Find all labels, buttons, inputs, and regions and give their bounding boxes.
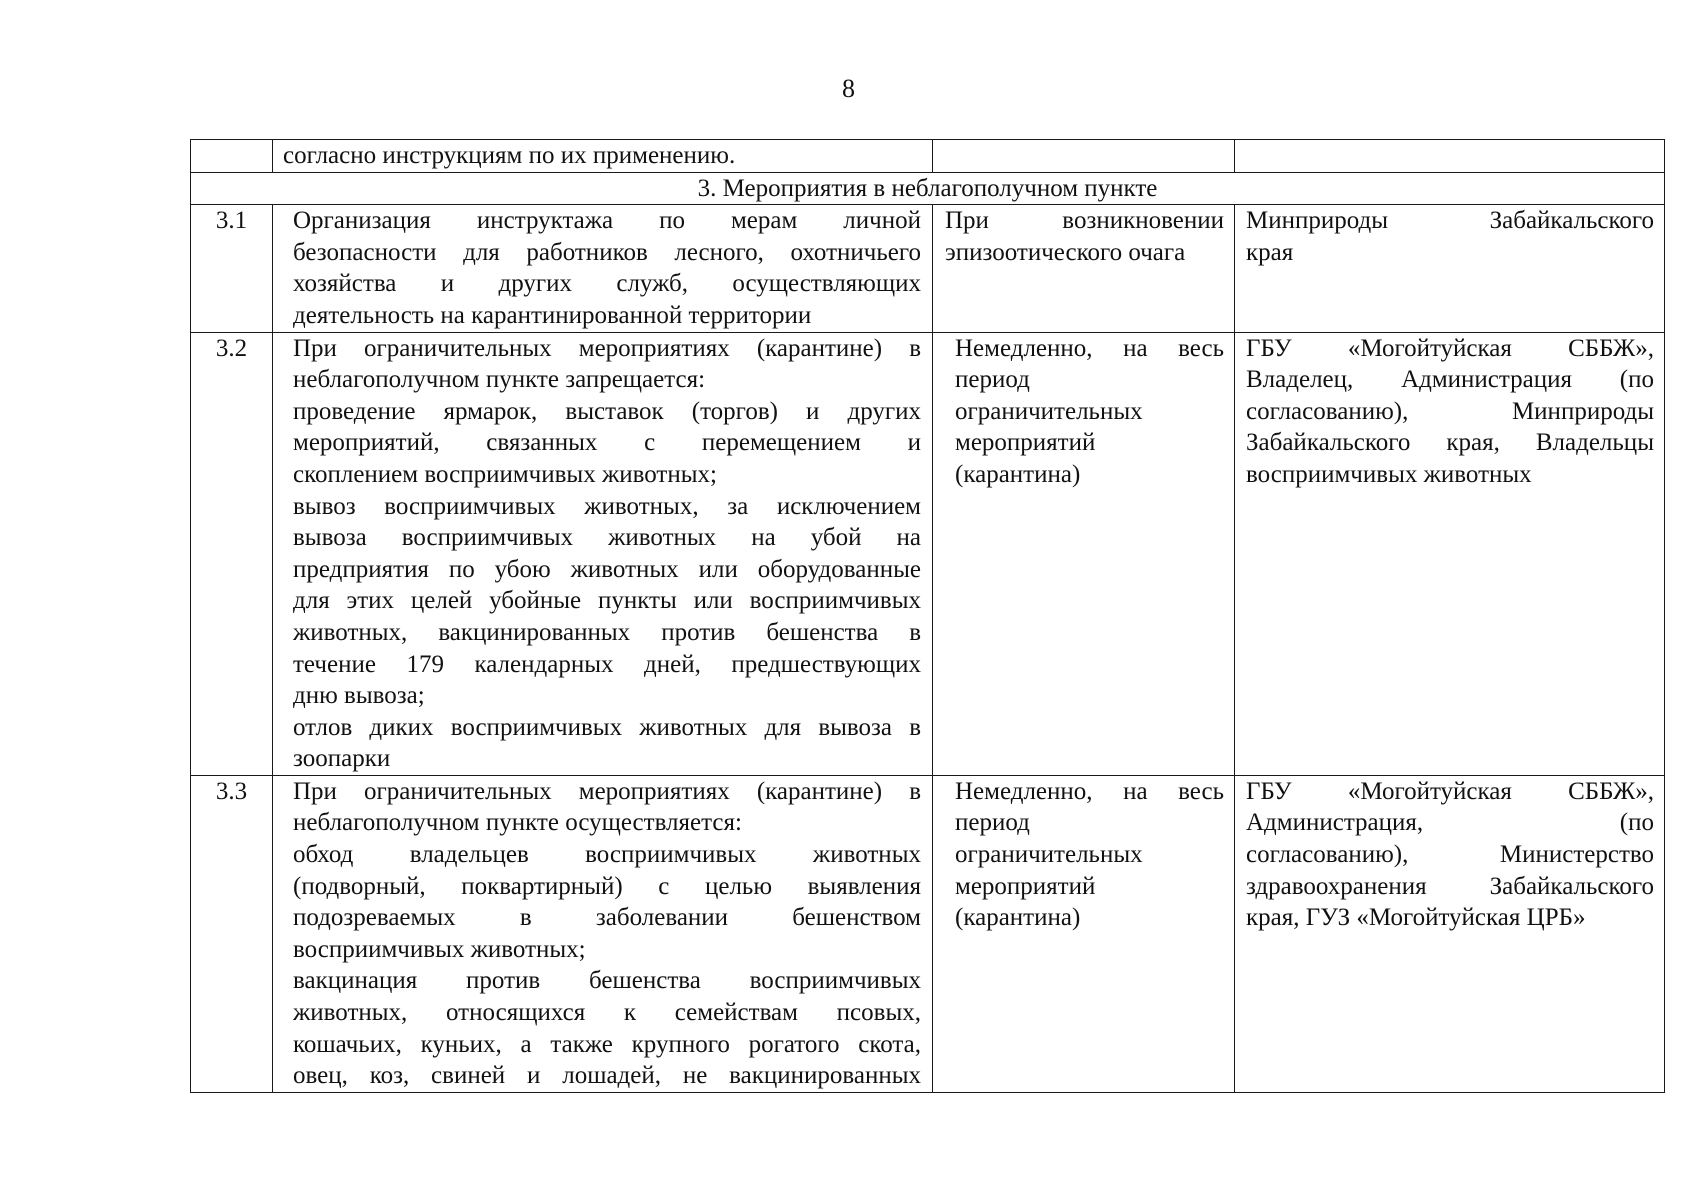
section-header-row [191, 172, 1665, 205]
text-line: мероприятий [955, 872, 1096, 900]
text-line: восприимчивых животных [1246, 460, 1532, 488]
text-line: При ограничительных мероприятиях (карантине) в [293, 334, 921, 362]
measure-description-cell [273, 775, 933, 1092]
text-line: Забайкальского края, Владельцы [1246, 429, 1654, 457]
text-line: безопасности для работников лесного, охотничьего [293, 238, 921, 266]
term-cell [933, 140, 1235, 173]
text-line: здравоохранения Забайкальского [1246, 872, 1654, 900]
text-line: (карантина) [955, 904, 1081, 932]
text-line: вывоза восприимчивых животных на убой на [293, 524, 921, 552]
page-number: 8 [842, 74, 855, 103]
text-line: ограничительных [955, 397, 1143, 425]
text-line: течение 179 календарных дней, предшествующих [293, 650, 921, 678]
text-line: вывоз восприимчивых животных, за исключением [293, 492, 921, 520]
text-line: Немедленно, на весь [955, 334, 1224, 362]
text-line: согласно инструкциям по их применению. [283, 142, 736, 169]
measure-description-cell [273, 140, 933, 173]
text-line: Немедленно, на весь [955, 777, 1224, 805]
section-header: 3. Мероприятия в неблагополучном пункте [191, 172, 1665, 205]
row-number-cell: 3.3 [191, 775, 273, 1092]
table-row-3-2 [191, 332, 1665, 775]
text-line: предприятия по убою животных или оборудованные [293, 555, 921, 583]
text-line: Минприроды Забайкальского [1246, 207, 1654, 235]
responsible-cell [1235, 205, 1665, 332]
text-line: овец, коз, свиней и лошадей, не вакцинированных [293, 1062, 921, 1090]
text-line: период [955, 809, 1030, 837]
table-row-3-3 [191, 775, 1665, 1092]
table-row-continuation [191, 140, 1665, 173]
text-line: (подворный, поквартирный) с целью выявления [293, 872, 921, 900]
table-row-3-1 [191, 205, 1665, 332]
term-cell [933, 205, 1235, 332]
text-line: края, ГУЗ «Могойтуйская ЦРБ» [1246, 904, 1586, 932]
text-line: дню вывоза; [293, 682, 425, 710]
text-line: кошачьих, куньих, а также крупного рогатого скота, [293, 1030, 921, 1058]
text-line: скоплением восприимчивых животных; [293, 460, 717, 488]
text-line: отлов диких восприимчивых животных для вывоза в [293, 713, 921, 741]
responsible-cell [1235, 140, 1665, 173]
text-line: эпизоотического очага [945, 238, 1186, 266]
text-line: обход владельцев восприимчивых животных [293, 841, 921, 869]
term-cell [933, 775, 1235, 1092]
text-line: ГБУ «Могойтуйская СББЖ», [1246, 334, 1654, 362]
term-cell [933, 332, 1235, 775]
responsible-cell [1235, 775, 1665, 1092]
text-line: вакцинация против бешенства восприимчивых [293, 967, 921, 995]
text-line: мероприятий, связанных с перемещением и [293, 429, 921, 457]
measure-description-cell [273, 332, 933, 775]
text-line: При ограничительных мероприятиях (карантине) в [293, 777, 921, 805]
text-line: согласованию), Минприроды [1246, 397, 1654, 425]
text-line: животных, вакцинированных против бешенства в [293, 618, 921, 646]
measure-description-cell [273, 205, 933, 332]
text-line: для этих целей убойные пункты или восприимчивых [293, 587, 921, 615]
text-line: Владелец, Администрация (по [1246, 366, 1654, 394]
text-line: ограничительных [955, 841, 1143, 869]
text-line: неблагополучном пункте запрещается: [293, 366, 706, 394]
text-line: подозреваемых в заболевании бешенством [293, 904, 921, 932]
text-line: Администрация, (по [1246, 809, 1654, 837]
text-line: При возникновении [945, 207, 1224, 235]
text-line: неблагополучном пункте осуществляется: [293, 809, 742, 837]
text-line: Организация инструктажа по мерам личной [293, 207, 921, 235]
responsible-cell [1235, 332, 1665, 775]
text-line: хозяйства и других служб, осуществляющих [293, 270, 921, 298]
text-line: животных, относящихся к семействам псовых, [293, 999, 921, 1027]
row-number-cell: 3.2 [191, 332, 273, 775]
text-line: мероприятий [955, 429, 1096, 457]
text-line: проведение ярмарок, выставок (торгов) и других [293, 397, 921, 425]
measures-table [190, 139, 1665, 1093]
text-line: края [1246, 238, 1294, 266]
row-number-cell [191, 140, 273, 173]
row-number-cell: 3.1 [191, 205, 273, 332]
text-line: (карантина) [955, 460, 1081, 488]
text-line: ГБУ «Могойтуйская СББЖ», [1246, 777, 1654, 805]
text-line: восприимчивых животных; [293, 935, 586, 963]
text-line: период [955, 366, 1030, 394]
text-line: деятельность на карантинированной территории [293, 301, 812, 329]
text-line: согласованию), Министерство [1246, 841, 1654, 869]
text-line: зоопарки [293, 745, 391, 773]
